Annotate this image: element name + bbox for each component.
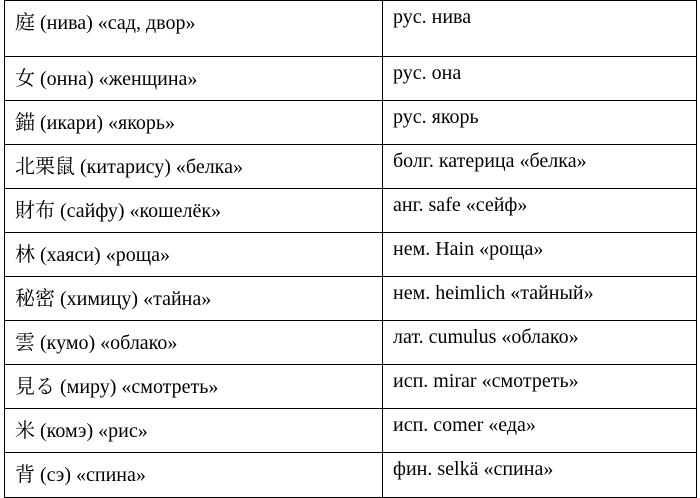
table-row [5, 189, 697, 233]
japanese-word-cell: 米 (комэ) «рис» [5, 409, 383, 453]
comparison-cell: рус. якорь [383, 101, 697, 145]
table-row [5, 57, 697, 101]
comparison-cell: рус. она [383, 57, 697, 101]
table-row [5, 233, 697, 277]
comparison-table-container [4, 0, 696, 498]
comparison-table [4, 0, 697, 498]
comparison-cell: болг. катерица «белка» [383, 145, 697, 189]
comparison-cell: фин. selkä «спина» [383, 453, 697, 498]
japanese-word-cell: 北栗鼠 (китарису) «белка» [5, 145, 383, 189]
japanese-word-cell: 林 (хаяси) «роща» [5, 233, 383, 277]
japanese-word-cell: 女 (онна) «женщина» [5, 57, 383, 101]
japanese-word-cell: 秘密 (химицу) «тайна» [5, 277, 383, 321]
japanese-word-cell: 見る (миру) «смотреть» [5, 365, 383, 409]
japanese-word-cell: 庭 (нива) «сад, двор» [5, 1, 383, 57]
comparison-cell: рус. нива [383, 1, 697, 57]
japanese-word-cell: 雲 (кумо) «облако» [5, 321, 383, 365]
table-row [5, 409, 697, 453]
comparison-cell: нем. heimlich «тайный» [383, 277, 697, 321]
comparison-cell: нем. Hain «роща» [383, 233, 697, 277]
comparison-cell: анг. safe «сейф» [383, 189, 697, 233]
table-row [5, 453, 697, 498]
table-row [5, 1, 697, 57]
table-row [5, 365, 697, 409]
comparison-cell: исп. mirar «смотреть» [383, 365, 697, 409]
table-row [5, 145, 697, 189]
comparison-cell: лат. cumulus «облако» [383, 321, 697, 365]
japanese-word-cell: 錨 (икари) «якорь» [5, 101, 383, 145]
japanese-word-cell: 財布 (сайфу) «кошелёк» [5, 189, 383, 233]
comparison-cell: исп. comer «еда» [383, 409, 697, 453]
table-row [5, 277, 697, 321]
table-row [5, 321, 697, 365]
table-row [5, 101, 697, 145]
japanese-word-cell: 背 (сэ) «спина» [5, 453, 383, 498]
